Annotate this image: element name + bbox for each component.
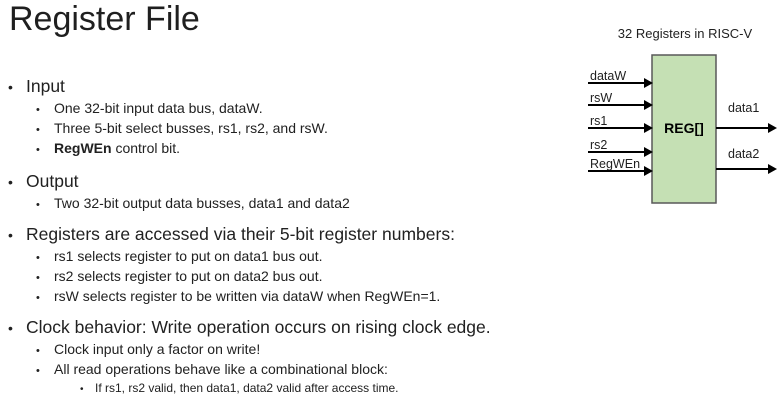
bullet-dot: •	[36, 292, 40, 304]
bullet-dot: •	[36, 199, 40, 211]
input-label-dataW: dataW	[590, 69, 627, 83]
bullet-item	[36, 119, 568, 139]
bullet-item	[36, 340, 568, 360]
bullet-item-input	[8, 74, 568, 99]
bullet-dot: •	[36, 365, 40, 377]
bullet-dot: •	[8, 320, 13, 336]
bullet-text: Input	[26, 76, 65, 96]
output-label-data2: data2	[728, 147, 760, 161]
bullet-dot: •	[80, 384, 84, 395]
bullet-dot: •	[8, 79, 13, 95]
bullet-text: Output	[26, 171, 79, 191]
bullet-dot: •	[36, 144, 40, 156]
input-label-rsW: rsW	[590, 91, 613, 105]
bullet-text: All read operations behave like a combinational block:	[54, 361, 388, 377]
bullet-item	[36, 247, 568, 267]
bullet-dot: •	[36, 272, 40, 284]
output-arrow-data2	[716, 164, 777, 174]
bullet-dot: •	[8, 174, 13, 190]
bullet-item-output	[8, 169, 568, 194]
bullet-text: rs2 selects register to put on data2 bus out.	[54, 268, 323, 284]
bullet-text: If rs1, rs2 valid, then data1, data2 valid after access time.	[95, 381, 399, 395]
bullet-text-rest: control bit.	[111, 140, 181, 156]
bullet-item-clock	[8, 315, 568, 340]
reg-block-label: REG[]	[664, 120, 704, 136]
bullet-dot: •	[36, 345, 40, 357]
bullet-dot: •	[36, 252, 40, 264]
bullet-item-regwen	[36, 139, 568, 159]
bullet-text-bold: RegWEn	[54, 140, 112, 156]
slide-title: Register File	[9, 0, 200, 38]
bullet-list	[8, 74, 568, 398]
bullet-item	[80, 380, 568, 398]
bullet-dot: •	[36, 124, 40, 136]
bullet-item	[36, 99, 568, 119]
input-label-rs2: rs2	[590, 138, 608, 152]
bullet-text: Three 5-bit select busses, rs1, rs2, and rsW.	[54, 120, 328, 136]
input-label-RegWEn: RegWEn	[590, 157, 641, 171]
bullet-text: Registers are accessed via their 5-bit register numbers:	[26, 224, 455, 244]
bullet-text: Two 32-bit output data busses, data1 and data2	[54, 195, 350, 211]
bullet-item	[36, 287, 568, 307]
diagram-caption: 32 Registers in RISC-V	[617, 26, 753, 41]
output-arrow-data1	[716, 123, 777, 133]
bullet-text: rsW selects register to be written via dataW when RegWEn=1.	[54, 288, 441, 304]
output-label-data1: data1	[728, 101, 760, 115]
register-file-diagram	[560, 26, 780, 210]
bullet-text: One 32-bit input data bus, dataW.	[54, 100, 263, 116]
bullet-dot: •	[8, 227, 13, 243]
bullet-text: Clock behavior: Write operation occurs on rising clock edge.	[26, 317, 491, 337]
bullet-text: Clock input only a factor on write!	[54, 341, 261, 357]
input-label-rs1: rs1	[590, 114, 608, 128]
bullet-text: rs1 selects register to put on data1 bus out.	[54, 248, 323, 264]
bullet-item	[36, 267, 568, 287]
bullet-text	[54, 139, 180, 157]
bullet-dot: •	[36, 104, 40, 116]
bullet-item	[36, 360, 568, 380]
bullet-item	[36, 194, 568, 214]
bullet-item-registers	[8, 222, 568, 247]
diagram-canvas	[560, 48, 780, 210]
